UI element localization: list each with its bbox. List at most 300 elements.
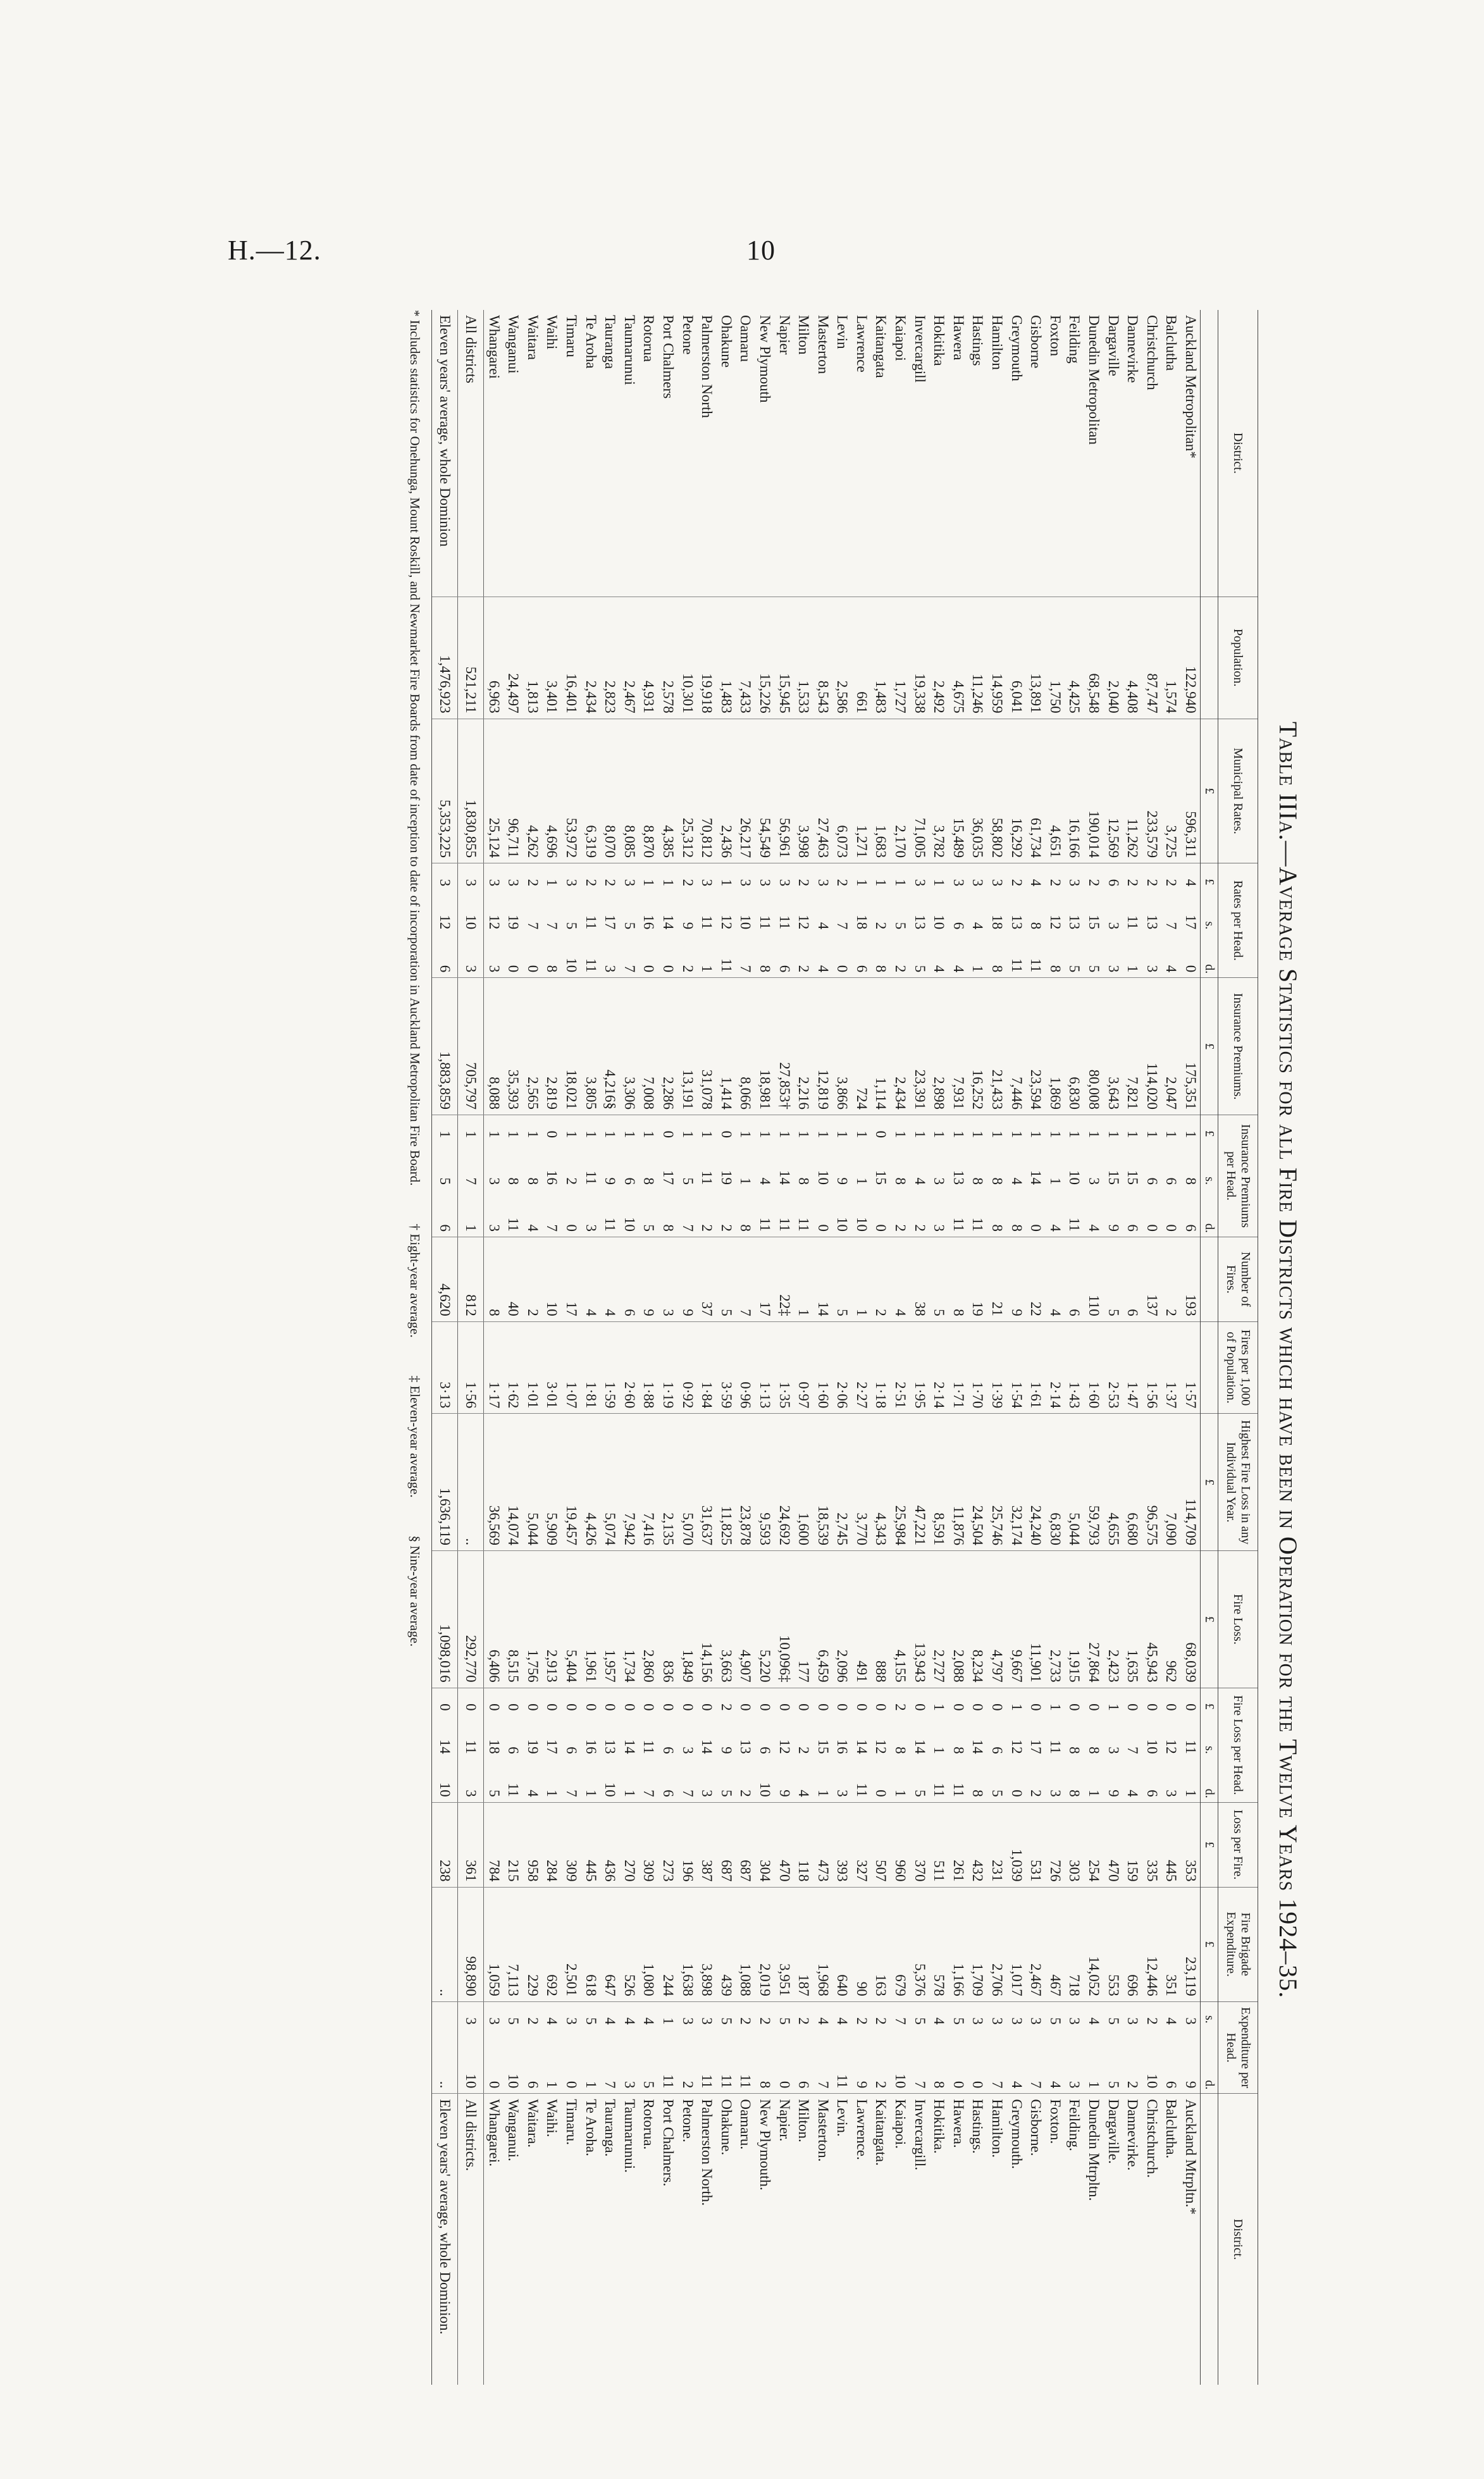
- expenditure-per-head-cell: 3 0: [561, 2001, 581, 2094]
- table-row: [948, 310, 968, 2385]
- fire-loss-cell: 2,096: [832, 1551, 852, 1688]
- premiums-per-head-cell: 1 6 0: [1161, 1115, 1181, 1237]
- fires-per-thousand-cell: 1·56: [1142, 1321, 1161, 1414]
- premiums-per-head-cell: 1 10 11: [1065, 1115, 1084, 1237]
- fires-cell: 14: [813, 1237, 832, 1321]
- highest-loss-cell: 8,591: [929, 1414, 949, 1551]
- fires-cell: 4: [1045, 1237, 1065, 1321]
- fires-per-thousand-cell: 1·70: [968, 1321, 987, 1414]
- loss-per-fire-cell: 1,039: [1006, 1802, 1026, 1887]
- table-row: [697, 310, 717, 2385]
- district-name-right: Eleven years' average, whole Dominion.: [432, 2094, 458, 2385]
- rates-cell: 25,124: [484, 719, 504, 863]
- district-name-right: Levin.: [832, 2094, 852, 2385]
- table-row: [561, 310, 581, 2385]
- district-name-right: Petone.: [677, 2094, 697, 2385]
- fire-loss-cell: 10,096‡: [774, 1551, 794, 1688]
- rates-cell: 36,035: [968, 719, 987, 863]
- fire-loss-cell: 6,406: [484, 1551, 504, 1688]
- loss-per-head-cell: 0 12 3: [1161, 1688, 1181, 1802]
- expenditure-per-head-cell: 3 10: [458, 2001, 484, 2094]
- fire-loss-cell: 1,849: [677, 1551, 697, 1688]
- premiums-cell: 2,286: [658, 978, 677, 1115]
- highest-loss-cell: 2,135: [658, 1414, 677, 1551]
- rates-per-head-cell: 1 16 0: [639, 863, 659, 978]
- premiums-cell: 2,047: [1161, 978, 1181, 1115]
- fire-loss-cell: 14,156: [697, 1551, 717, 1688]
- report-reference: H.—12.: [228, 235, 321, 266]
- highest-loss-cell: 3,770: [851, 1414, 871, 1551]
- expenditure-per-head-cell: 3 2: [677, 2001, 697, 2094]
- highest-loss-cell: 5,044: [522, 1414, 542, 1551]
- table-row: [929, 310, 949, 2385]
- expenditure-per-head-cell: 5 11: [716, 2001, 736, 2094]
- fires-cell: 37: [697, 1237, 717, 1321]
- table-row: [600, 310, 620, 2385]
- rates-cell: 1,830,855: [458, 719, 484, 863]
- col-number-of-fires: Number of Fires.: [1218, 1237, 1258, 1321]
- loss-per-head-cell: 0 14 10: [432, 1688, 458, 1802]
- footnote-ddagger: ‡ Eleven-year average.: [407, 1375, 423, 1498]
- fires-per-thousand-cell: 1·39: [987, 1321, 1006, 1414]
- premiums-per-head-cell: 1 9 11: [600, 1115, 620, 1237]
- brigade-expenditure-cell: 1,968: [813, 1887, 832, 2001]
- table-title-prefix: Table IIIa.—: [1274, 721, 1302, 867]
- table-row: [910, 310, 929, 2385]
- premiums-cell: 7,821: [1123, 978, 1142, 1115]
- rates-per-head-cell: 2 11 11: [581, 863, 600, 978]
- fire-loss-cell: 1,098,016: [432, 1551, 458, 1688]
- highest-loss-cell: 5,070: [677, 1414, 697, 1551]
- rates-per-head-cell: 3 12 6: [432, 863, 458, 978]
- fires-per-thousand-cell: 0·96: [736, 1321, 755, 1414]
- district-name: Timaru: [564, 315, 579, 357]
- fires-cell: 19: [968, 1237, 987, 1321]
- district-name: Ohakune: [718, 315, 734, 368]
- brigade-expenditure-cell: 2,501: [561, 1887, 581, 2001]
- rates-per-head-cell: 2 11 1: [1123, 863, 1142, 978]
- table-row: [1026, 310, 1046, 2385]
- loss-per-head-cell: 0 8 11: [948, 1688, 968, 1802]
- rates-per-head-cell: 2 17 3: [600, 863, 620, 978]
- rates-cell: 16,166: [1065, 719, 1084, 863]
- loss-per-fire-cell: 958: [522, 1802, 542, 1887]
- col-expenditure-per-head: Expenditure per Head.: [1218, 2001, 1258, 2094]
- district-name: Invercargill: [912, 315, 928, 383]
- premiums-cell: 8,088: [484, 978, 504, 1115]
- col-rates: Municipal Rates.: [1218, 719, 1258, 863]
- rates-per-head-cell: 2 12 2: [794, 863, 813, 978]
- fire-loss-cell: 5,220: [755, 1551, 774, 1688]
- loss-per-head-cell: 0 14 8: [968, 1688, 987, 1802]
- population-cell: 19,918: [697, 597, 717, 719]
- fires-cell: 5: [929, 1237, 949, 1321]
- fire-loss-cell: 27,864: [1084, 1551, 1103, 1688]
- rates-per-head-cell: 1 18 6: [851, 863, 871, 978]
- rates-per-head-cell: 1 5 2: [891, 863, 910, 978]
- fires-per-thousand-cell: 2·14: [929, 1321, 949, 1414]
- population-cell: 6,963: [484, 597, 504, 719]
- brigade-expenditure-cell: 3,951: [774, 1887, 794, 2001]
- table-row: [813, 310, 832, 2385]
- statistics-table: [431, 310, 1258, 2385]
- expenditure-per-head-cell: 2 6: [794, 2001, 813, 2094]
- district-name-right: Waitara.: [522, 2094, 542, 2385]
- highest-loss-cell: 32,174: [1006, 1414, 1026, 1551]
- unit-pound: £: [1201, 719, 1218, 863]
- population-cell: 1,476,923: [432, 597, 458, 719]
- district-name-right: Dargaville.: [1103, 2094, 1123, 2385]
- col-loss-per-head: Fire Loss per Head.: [1218, 1688, 1258, 1802]
- rotated-table-block: [164, 310, 1303, 2410]
- premiums-cell: 27,853†: [774, 978, 794, 1115]
- highest-loss-cell: 5,909: [542, 1414, 562, 1551]
- fires-per-thousand-cell: 1·54: [1006, 1321, 1026, 1414]
- loss-per-head-cell: 0 13 2: [736, 1688, 755, 1802]
- loss-per-head-cell: 0 14 11: [851, 1688, 871, 1802]
- brigade-expenditure-cell: 229: [522, 1887, 542, 2001]
- loss-per-fire-cell: 273: [658, 1802, 677, 1887]
- highest-loss-cell: 4,426: [581, 1414, 600, 1551]
- premiums-per-head-cell: 1 1 4: [1045, 1115, 1065, 1237]
- premiums-per-head-cell: 0 17 8: [658, 1115, 677, 1237]
- brigade-expenditure-cell: 2,706: [987, 1887, 1006, 2001]
- expenditure-per-head-cell: 4 1: [542, 2001, 562, 2094]
- highest-loss-cell: 25,746: [987, 1414, 1006, 1551]
- loss-per-head-cell: 0 8 8: [1065, 1688, 1084, 1802]
- premiums-per-head-cell: 0 16 7: [542, 1115, 562, 1237]
- loss-per-fire-cell: 445: [581, 1802, 600, 1887]
- expenditure-per-head-cell: 1 11: [658, 2001, 677, 2094]
- loss-per-head-cell: 0 10 6: [1142, 1688, 1161, 1802]
- fires-per-thousand-cell: 0·92: [677, 1321, 697, 1414]
- expenditure-per-head-cell: 5 10: [504, 2001, 523, 2094]
- loss-per-head-cell: 0 13 10: [600, 1688, 620, 1802]
- district-name: Dunedin Metropolitan: [1086, 315, 1103, 445]
- district-name: Greymouth: [1008, 315, 1025, 381]
- premiums-per-head-cell: 1 3 3: [929, 1115, 949, 1237]
- loss-per-fire-cell: 531: [1026, 1802, 1046, 1887]
- fire-loss-cell: 68,039: [1180, 1551, 1200, 1688]
- highest-loss-cell: 24,240: [1026, 1414, 1046, 1551]
- table-row: [1065, 310, 1084, 2385]
- district-name: Hawera: [950, 315, 967, 361]
- population-cell: 10,301: [677, 597, 697, 719]
- rates-per-head-cell: 1 2 8: [871, 863, 891, 978]
- fire-loss-cell: 1,635: [1123, 1551, 1142, 1688]
- rates-cell: 8,085: [619, 719, 639, 863]
- district-name: Taumarunui: [621, 315, 638, 385]
- premiums-per-head-cell: 1 5 7: [677, 1115, 697, 1237]
- premiums-cell: 21,433: [987, 978, 1006, 1115]
- rates-cell: 71,005: [910, 719, 929, 863]
- fire-loss-cell: 2,727: [929, 1551, 949, 1688]
- rates-cell: 3,782: [929, 719, 949, 863]
- district-name-right: Dunedin Mtrpltn.: [1084, 2094, 1103, 2385]
- expenditure-per-head-cell: 3 0: [484, 2001, 504, 2094]
- expenditure-per-head-cell: 2 9: [851, 2001, 871, 2094]
- district-name: Kaiapoi: [893, 315, 909, 361]
- fires-per-thousand-cell: 1·61: [1026, 1321, 1046, 1414]
- col-premiums-per-head: Insurance Premiums per Head.: [1218, 1115, 1258, 1237]
- premiums-cell: 7,008: [639, 978, 659, 1115]
- fire-loss-cell: 6,459: [813, 1551, 832, 1688]
- fires-per-thousand-cell: 1·60: [1084, 1321, 1103, 1414]
- population-cell: 1,813: [522, 597, 542, 719]
- district-name: Hastings: [970, 315, 986, 366]
- loss-per-head-cell: 0 12 0: [871, 1688, 891, 1802]
- district-name-right: All districts.: [458, 2094, 484, 2385]
- fires-per-thousand-cell: 1·37: [1161, 1321, 1181, 1414]
- rates-cell: 596,311: [1180, 719, 1200, 863]
- population-cell: 2,492: [929, 597, 949, 719]
- rates-per-head-cell: 3 4 4: [813, 863, 832, 978]
- population-cell: 2,434: [581, 597, 600, 719]
- premiums-per-head-cell: 1 5 6: [432, 1115, 458, 1237]
- col-fire-loss: Fire Loss.: [1218, 1551, 1258, 1688]
- district-name: Tauranga: [602, 315, 619, 369]
- loss-per-fire-cell: 511: [929, 1802, 949, 1887]
- rates-per-head-cell: 3 11 1: [697, 863, 717, 978]
- loss-per-head-cell: 0 6 10: [755, 1688, 774, 1802]
- district-name: Levin: [834, 315, 851, 349]
- brigade-expenditure-cell: 98,890: [458, 1887, 484, 2001]
- table-row: [639, 310, 659, 2385]
- rates-cell: 58,802: [987, 719, 1006, 863]
- brigade-expenditure-cell: 553: [1103, 1887, 1123, 2001]
- loss-per-head-cell: 0 6 5: [987, 1688, 1006, 1802]
- fires-per-thousand-cell: 2·51: [891, 1321, 910, 1414]
- expenditure-per-head-cell: 4 8: [929, 2001, 949, 2094]
- rates-cell: 2,170: [891, 719, 910, 863]
- premiums-per-head-cell: 1 11 2: [697, 1115, 717, 1237]
- col-loss-per-fire: Loss per Fire.: [1218, 1802, 1258, 1887]
- premiums-per-head-cell: 1 4 2: [910, 1115, 929, 1237]
- brigade-expenditure-cell: 718: [1065, 1887, 1084, 2001]
- fires-per-thousand-cell: 1·60: [813, 1321, 832, 1414]
- loss-per-head-cell: 0 11 7: [639, 1688, 659, 1802]
- premiums-per-head-cell: 1 15 6: [1123, 1115, 1142, 1237]
- district-name-right: Port Chalmers.: [658, 2094, 677, 2385]
- fires-per-thousand-cell: 1·17: [484, 1321, 504, 1414]
- loss-per-fire-cell: 436: [600, 1802, 620, 1887]
- district-name-right: Timaru.: [561, 2094, 581, 2385]
- fires-cell: 38: [910, 1237, 929, 1321]
- rates-per-head-cell: 3 5 10: [561, 863, 581, 978]
- fires-per-thousand-cell: 2·06: [832, 1321, 852, 1414]
- district-name: Lawrence: [853, 315, 870, 373]
- district-name-right: Palmerston North.: [697, 2094, 717, 2385]
- population-cell: 2,040: [1103, 597, 1123, 719]
- highest-loss-cell: 24,504: [968, 1414, 987, 1551]
- highest-loss-cell: 11,825: [716, 1414, 736, 1551]
- rates-cell: 5,353,225: [432, 719, 458, 863]
- population-cell: 7,433: [736, 597, 755, 719]
- population-cell: 15,226: [755, 597, 774, 719]
- district-name: Hokitika: [931, 315, 948, 366]
- premiums-cell: 7,446: [1006, 978, 1026, 1115]
- rates-per-head-cell: 1 12 11: [716, 863, 736, 978]
- district-name-right: Ohakune.: [716, 2094, 736, 2385]
- col-district: District.: [1218, 310, 1258, 597]
- fire-loss-cell: 1,734: [619, 1551, 639, 1688]
- district-name: Napier: [776, 315, 793, 355]
- expenditure-per-head-cell: 5 7: [910, 2001, 929, 2094]
- rates-cell: 70,812: [697, 719, 717, 863]
- population-cell: 1,727: [891, 597, 910, 719]
- brigade-expenditure-cell: 163: [871, 1887, 891, 2001]
- population-cell: 1,483: [716, 597, 736, 719]
- population-cell: 2,467: [619, 597, 639, 719]
- premiums-per-head-cell: 1 1 8: [736, 1115, 755, 1237]
- loss-per-head-cell: 0 12 9: [774, 1688, 794, 1802]
- fires-per-thousand-cell: 1·35: [774, 1321, 794, 1414]
- table-row: [832, 310, 852, 2385]
- district-name: Dannevirke: [1125, 315, 1141, 383]
- eleven-year-row: [432, 310, 458, 2385]
- district-name-right: Kaitangata.: [871, 2094, 891, 2385]
- highest-loss-cell: 9,593: [755, 1414, 774, 1551]
- district-name-right: Hokitika.: [929, 2094, 949, 2385]
- fires-per-thousand-cell: 1·88: [639, 1321, 659, 1414]
- brigade-expenditure-cell: 1,088: [736, 1887, 755, 2001]
- table-row: [736, 310, 755, 2385]
- rates-per-head-cell: 3 11 8: [755, 863, 774, 978]
- header-row: [1218, 310, 1258, 2385]
- premiums-cell: 3,306: [619, 978, 639, 1115]
- loss-per-fire-cell: 118: [794, 1802, 813, 1887]
- brigade-expenditure-cell: 696: [1123, 1887, 1142, 2001]
- premiums-per-head-cell: 1 8 8: [987, 1115, 1006, 1237]
- brigade-expenditure-cell: 640: [832, 1887, 852, 2001]
- table-row: [542, 310, 562, 2385]
- rates-per-head-cell: 2 7 4: [1161, 863, 1181, 978]
- rates-cell: 11,262: [1123, 719, 1142, 863]
- loss-per-head-cell: 0 15 1: [813, 1688, 832, 1802]
- population-cell: 4,408: [1123, 597, 1142, 719]
- fires-per-thousand-cell: 0·97: [794, 1321, 813, 1414]
- premiums-per-head-cell: 1 7 1: [458, 1115, 484, 1237]
- expenditure-per-head-cell: 4 11: [832, 2001, 852, 2094]
- district-name-right: Kaiapoi.: [891, 2094, 910, 2385]
- unit-pound: £: [1201, 1887, 1218, 2001]
- loss-per-fire-cell: 196: [677, 1802, 697, 1887]
- population-cell: 11,246: [968, 597, 987, 719]
- table-row: [484, 310, 504, 2385]
- fires-per-thousand-cell: 1·62: [504, 1321, 523, 1414]
- fires-cell: 193: [1180, 1237, 1200, 1321]
- highest-loss-cell: 47,221: [910, 1414, 929, 1551]
- fires-cell: 4,620: [432, 1237, 458, 1321]
- population-cell: 661: [851, 597, 871, 719]
- rates-cell: 233,579: [1142, 719, 1161, 863]
- premiums-per-head-cell: 1 13 11: [948, 1115, 968, 1237]
- premiums-cell: 23,391: [910, 978, 929, 1115]
- district-name-right: Hawera.: [948, 2094, 968, 2385]
- population-cell: 1,574: [1161, 597, 1181, 719]
- population-cell: 4,425: [1065, 597, 1084, 719]
- premiums-per-head-cell: 1 10 0: [813, 1115, 832, 1237]
- expenditure-per-head-cell: 3 3: [1065, 2001, 1084, 2094]
- fires-per-thousand-cell: 1·81: [581, 1321, 600, 1414]
- district-name: Auckland Metropolitan*: [1183, 315, 1199, 459]
- rates-per-head-cell: 3 10 3: [458, 863, 484, 978]
- highest-loss-cell: 4,343: [871, 1414, 891, 1551]
- table-row: [522, 310, 542, 2385]
- premiums-cell: 12,819: [813, 978, 832, 1115]
- loss-per-head-cell: 0 14 1: [619, 1688, 639, 1802]
- unit-lsd: £ s. d.: [1201, 1688, 1218, 1802]
- district-name-right: Wanganui.: [504, 2094, 523, 2385]
- rates-cell: 4,385: [658, 719, 677, 863]
- fires-per-thousand-cell: 1·71: [948, 1321, 968, 1414]
- rates-cell: 4,696: [542, 719, 562, 863]
- population-cell: 68,548: [1084, 597, 1103, 719]
- premiums-cell: 114,020: [1142, 978, 1161, 1115]
- rates-per-head-cell: 2 15 5: [1084, 863, 1103, 978]
- premiums-cell: 80,008: [1084, 978, 1103, 1115]
- district-name-right: New Plymouth.: [755, 2094, 774, 2385]
- brigade-expenditure-cell: 1,080: [639, 1887, 659, 2001]
- fires-cell: 2: [522, 1237, 542, 1321]
- highest-loss-cell: 5,074: [600, 1414, 620, 1551]
- loss-per-head-cell: 0 14 3: [697, 1688, 717, 1802]
- premiums-per-head-cell: 1 8 11: [794, 1115, 813, 1237]
- fire-loss-cell: 4,907: [736, 1551, 755, 1688]
- rates-per-head-cell: 2 9 2: [677, 863, 697, 978]
- col-premiums: Insurance Premiums.: [1218, 978, 1258, 1115]
- table-row: [1006, 310, 1026, 2385]
- fires-per-thousand-cell: 1·07: [561, 1321, 581, 1414]
- fires-cell: 22: [1026, 1237, 1046, 1321]
- highest-loss-cell: 59,793: [1084, 1414, 1103, 1551]
- premiums-cell: 7,931: [948, 978, 968, 1115]
- district-name-right: Balclutha.: [1161, 2094, 1181, 2385]
- loss-per-head-cell: 0 18 5: [484, 1688, 504, 1802]
- premiums-per-head-cell: 1 6 10: [619, 1115, 639, 1237]
- table-row: [871, 310, 891, 2385]
- district-name-right: Hamilton.: [987, 2094, 1006, 2385]
- brigade-expenditure-cell: 578: [929, 1887, 949, 2001]
- brigade-expenditure-cell: ..: [432, 1887, 458, 2001]
- district-name-right: Taumarunui.: [619, 2094, 639, 2385]
- table-row: [716, 310, 736, 2385]
- loss-per-head-cell: 0 3 7: [677, 1688, 697, 1802]
- col-rates-per-head: Rates per Head.: [1218, 863, 1258, 978]
- district-name: Masterton: [815, 315, 831, 374]
- loss-per-fire-cell: 387: [697, 1802, 717, 1887]
- table-row: [774, 310, 794, 2385]
- rates-cell: 3,725: [1161, 719, 1181, 863]
- footnote-dagger: † Eight-year average.: [407, 1223, 423, 1338]
- fire-loss-cell: 1,957: [600, 1551, 620, 1688]
- fires-cell: 1: [851, 1237, 871, 1321]
- fires-cell: 5: [1103, 1237, 1123, 1321]
- expenditure-per-head-cell: 5 5: [1103, 2001, 1123, 2094]
- premiums-cell: 8,066: [736, 978, 755, 1115]
- rates-cell: 8,070: [600, 719, 620, 863]
- loss-per-fire-cell: 687: [716, 1802, 736, 1887]
- premiums-cell: 6,830: [1065, 978, 1084, 1115]
- premiums-per-head-cell: 1 8 2: [891, 1115, 910, 1237]
- fire-loss-cell: 2,913: [542, 1551, 562, 1688]
- fires-cell: 7: [736, 1237, 755, 1321]
- loss-per-fire-cell: 254: [1084, 1802, 1103, 1887]
- loss-per-fire-cell: 687: [736, 1802, 755, 1887]
- units-row: [1201, 310, 1218, 2385]
- population-cell: 8,543: [813, 597, 832, 719]
- premiums-cell: 1,114: [871, 978, 891, 1115]
